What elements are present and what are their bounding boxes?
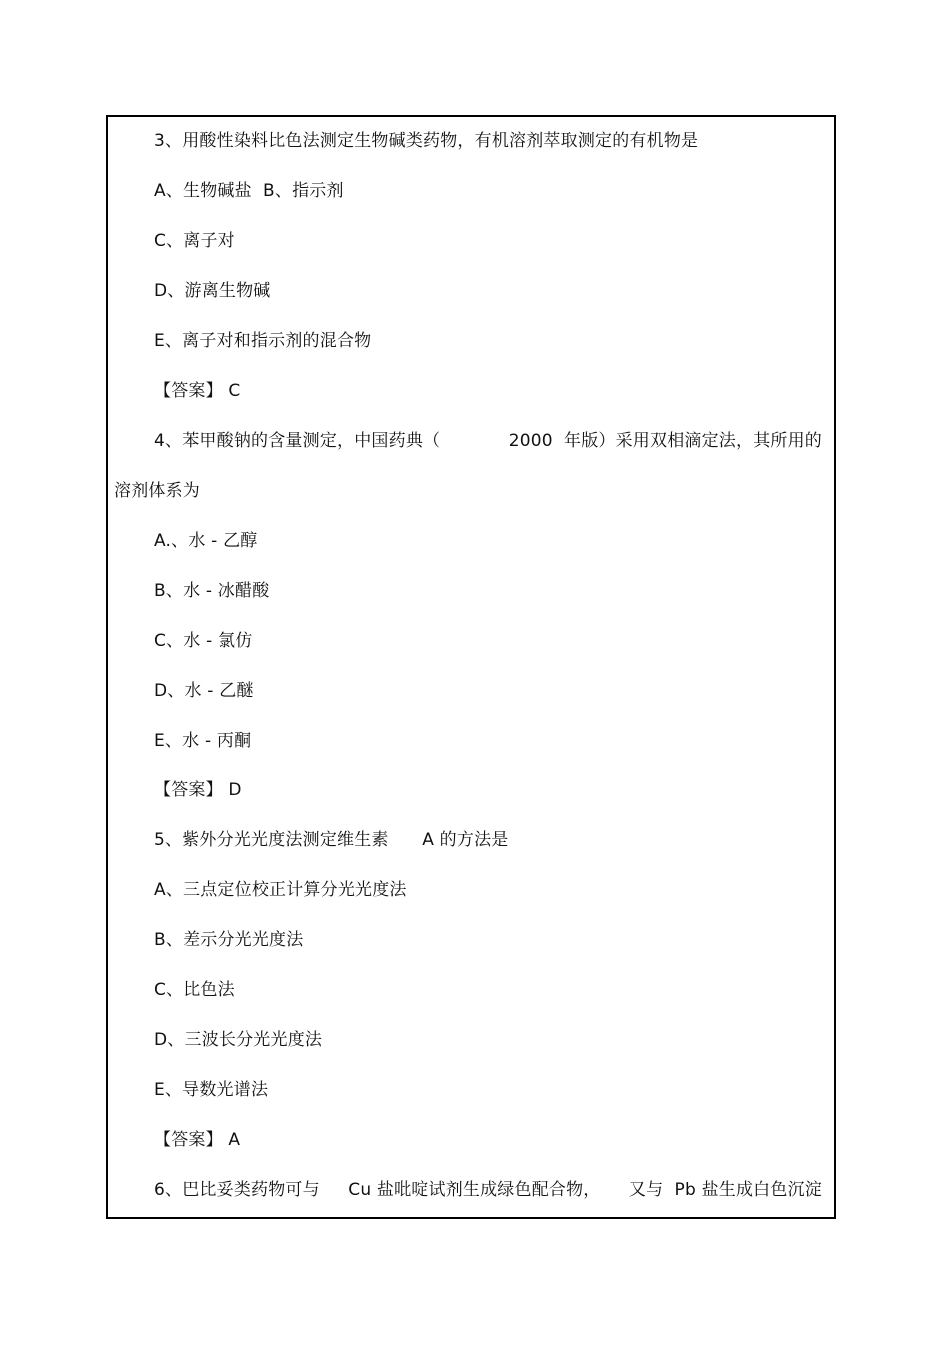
question-4-stem-part-2: 2000 年版）采用双相滴定法，其所用的 xyxy=(508,431,822,451)
question-5-option-c: C、比色法 xyxy=(154,980,235,1000)
question-6-stem xyxy=(108,1180,834,1200)
question-6-stem-part-1: 6、巴比妥类药物可与 xyxy=(154,1180,320,1200)
question-4-stem xyxy=(108,431,834,451)
question-4-stem-continued: 溶剂体系为 xyxy=(114,481,200,501)
question-4-option-d: D、水 - 乙醚 xyxy=(154,681,254,701)
question-5-option-b: B、差示分光光度法 xyxy=(154,930,304,950)
question-4-option-b: B、水 - 冰醋酸 xyxy=(154,581,270,601)
question-5-stem: 5、紫外分光光度法测定维生素 A 的方法是 xyxy=(154,830,509,850)
question-4-answer: 【答案】 D xyxy=(154,780,242,800)
question-5-answer: 【答案】 A xyxy=(154,1130,241,1150)
question-5-option-e: E、导数光谱法 xyxy=(154,1080,269,1100)
question-4-option-c: C、水 - 氯仿 xyxy=(154,631,253,651)
question-5-option-d: D、三波长分光光度法 xyxy=(154,1030,323,1050)
question-4-option-a: A.、水 - 乙醇 xyxy=(154,531,258,551)
question-4-option-e: E、水 - 丙酮 xyxy=(154,731,252,751)
question-6-stem-part-3: 又与 Pb 盐生成白色沉淀 xyxy=(628,1180,822,1200)
question-3-answer: 【答案】 C xyxy=(154,381,241,401)
question-frame xyxy=(106,115,836,1219)
question-3-option-c: C、离子对 xyxy=(154,231,235,251)
question-3-option-e: E、离子对和指示剂的混合物 xyxy=(154,331,372,351)
question-3-option-ab: A、生物碱盐 B、指示剂 xyxy=(154,181,344,201)
question-3-option-d: D、游离生物碱 xyxy=(154,281,271,301)
question-4-stem-part-1: 4、苯甲酸钠的含量测定，中国药典（ xyxy=(154,431,441,451)
question-6-stem-part-2: Cu 盐吡啶试剂生成绿色配合物， xyxy=(348,1180,601,1200)
question-3-stem: 3、用酸性染料比色法测定生物碱类药物，有机溶剂萃取测定的有机物是 xyxy=(154,131,699,151)
question-5-option-a: A、三点定位校正计算分光光度法 xyxy=(154,880,407,900)
